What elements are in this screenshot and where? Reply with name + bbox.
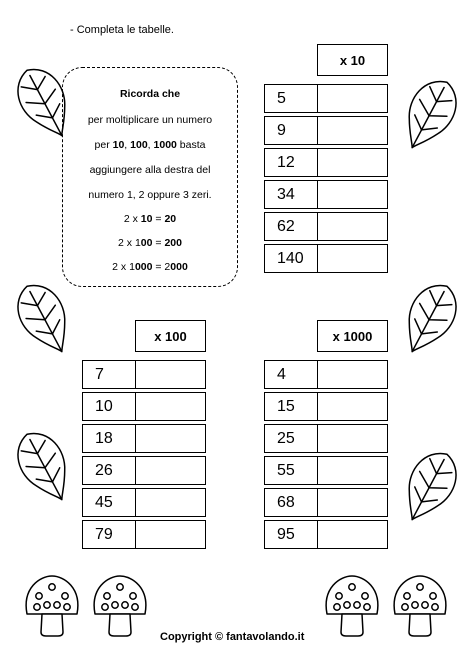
table-number-cell: 9 (264, 116, 318, 145)
table-header: x 10 (317, 44, 388, 76)
mushroom-icon (26, 576, 78, 636)
instruction-text: - Completa le tabelle. (70, 24, 174, 36)
table-header: x 100 (135, 320, 206, 352)
table-number-cell: 79 (82, 520, 136, 549)
table-number-cell: 34 (264, 180, 318, 209)
table-number-cell: 45 (82, 488, 136, 517)
mushroom-icon (326, 576, 378, 636)
reminder-example-3: 2 x 1000 = 2000 (112, 261, 188, 273)
table-number-cell: 5 (264, 84, 318, 113)
table-number-cell: 68 (264, 488, 318, 517)
table-number-cell: 55 (264, 456, 318, 485)
table-number-cell: 12 (264, 148, 318, 177)
table-number-cell: 15 (264, 392, 318, 421)
mushroom-icon (94, 576, 146, 636)
table-header: x 1000 (317, 320, 388, 352)
table-number-cell: 4 (264, 360, 318, 389)
leaf-icon (393, 72, 466, 158)
table-number-cell: 26 (82, 456, 136, 485)
table-number-cell: 140 (264, 244, 318, 273)
table-number-cell: 95 (264, 520, 318, 549)
leaf-icon (8, 276, 81, 362)
table-number-cell: 10 (82, 392, 136, 421)
table-number-cell: 25 (264, 424, 318, 453)
reminder-example-1: 2 x 10 = 20 (123, 213, 177, 225)
reminder-example-2: 2 x 100 = 200 (118, 237, 182, 249)
leaf-icon (8, 60, 81, 146)
copyright-footer: Copyright © fantavolando.it (160, 631, 305, 643)
reminder-line-1: per moltiplicare un numero (87, 114, 213, 126)
table-number-cell: 18 (82, 424, 136, 453)
table-number-cell: 7 (82, 360, 136, 389)
reminder-title: Ricorda che (119, 88, 181, 100)
table-number-cell: 62 (264, 212, 318, 241)
leaf-icon (393, 276, 466, 362)
mushroom-icon (394, 576, 446, 636)
leaf-icon (393, 444, 466, 530)
reminder-line-4: numero 1, 2 oppure 3 zeri. (88, 189, 212, 201)
reminder-line-3: aggiungere alla destra del (89, 164, 211, 176)
reminder-line-2: per 10, 100, 1000 basta (94, 139, 206, 151)
leaf-icon (8, 424, 81, 510)
